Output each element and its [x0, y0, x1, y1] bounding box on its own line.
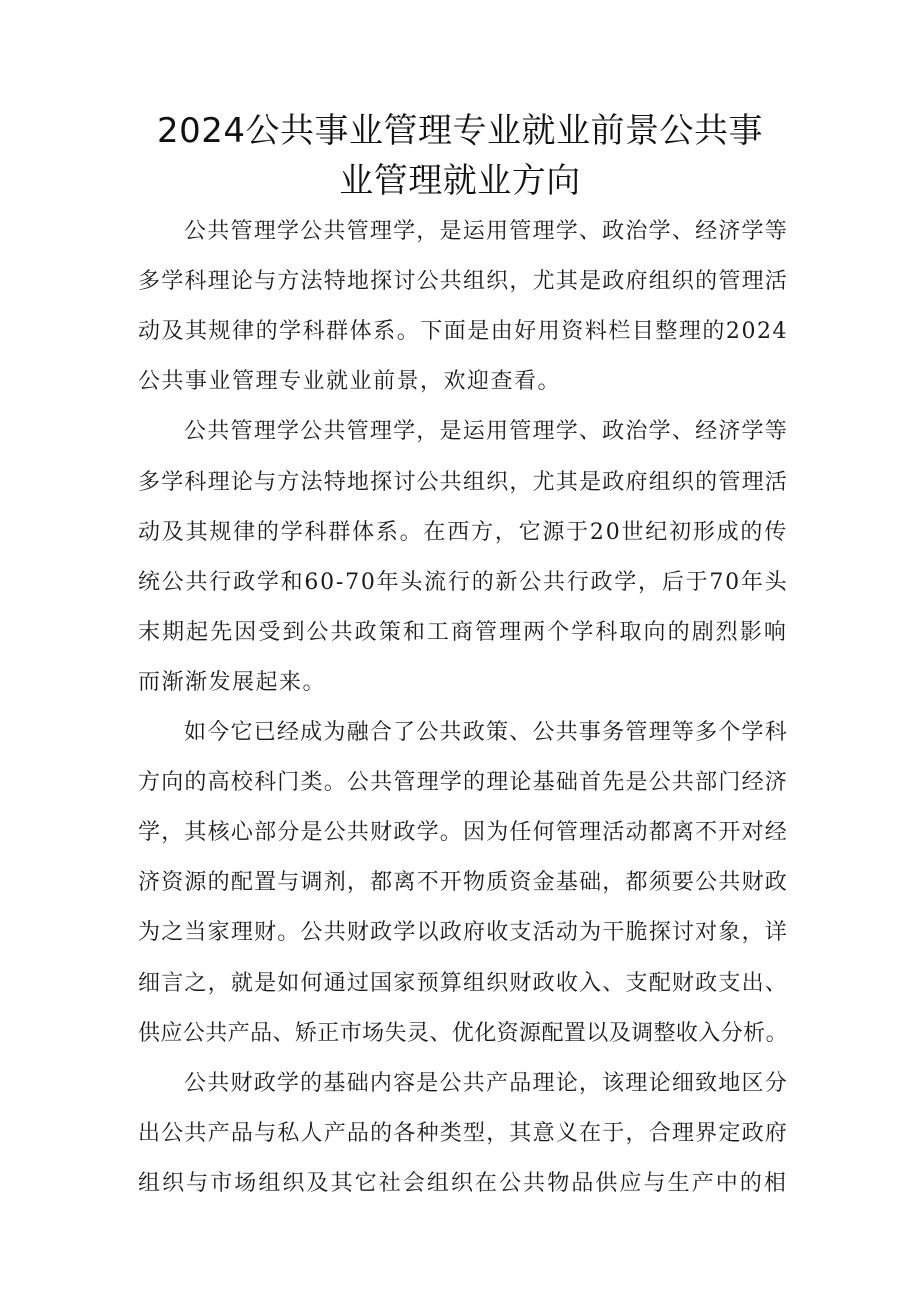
body-line: 而渐渐发展起来。 [138, 669, 327, 695]
body-line: 方向的高校科门类。公共管理学的理论基础首先是公共部门经济 [138, 770, 789, 796]
body-line: 末期起先因受到公共政策和工商管理两个学科取向的剧烈影响 [138, 619, 789, 645]
body-line: 公共财政学的基础内容是公共产品理论，该理论细致地区分 [184, 1070, 789, 1096]
body-line: 多学科理论与方法特地探讨公共组织，尤其是政府组织的管理活 [138, 269, 789, 295]
body-line: 公共事业管理专业就业前景，欢迎查看。 [138, 369, 562, 395]
body-line: 动及其规律的学科群体系。在西方，它源于20世纪初形成的传 [138, 519, 788, 545]
body-line: 出公共产品与私人产品的各种类型，其意义在于，合理界定政府 [138, 1120, 789, 1146]
body-line: 济资源的配置与调剂，都离不开物质资金基础，都须要公共财政 [138, 870, 789, 896]
document-title-line-1: 2024公共事业管理专业就业前景公共事 [156, 111, 764, 151]
body-line: 供应公共产品、矫正市场失灵、优化资源配置以及调整收入分析。 [138, 1020, 789, 1046]
body-line: 组织与市场组织及其它社会组织在公共物品供应与生产中的相 [138, 1170, 789, 1196]
body-line: 动及其规律的学科群体系。下面是由好用资料栏目整理的2024 [138, 319, 788, 345]
document-title-line-2: 业管理就业方向 [339, 161, 581, 201]
body-line: 公共管理学公共管理学，是运用管理学、政治学、经济学等 [184, 219, 789, 244]
body-line: 如今它已经成为融合了公共政策、公共事务管理等多个学科 [184, 720, 789, 745]
body-line: 统公共行政学和60-70年头流行的新公共行政学，后于70年头 [138, 569, 789, 595]
body-line: 细言之，就是如何通过国家预算组织财政收入、支配财政支出、 [138, 970, 789, 996]
body-line: 公共管理学公共管理学，是运用管理学、政治学、经济学等 [184, 419, 789, 445]
body-line: 学，其核心部分是公共财政学。因为任何管理活动都离不开对经 [138, 820, 789, 846]
body-line: 为之当家理财。公共财政学以政府收支活动为干脆探讨对象，详 [138, 920, 789, 946]
body-line: 多学科理论与方法特地探讨公共组织，尤其是政府组织的管理活 [138, 469, 789, 495]
